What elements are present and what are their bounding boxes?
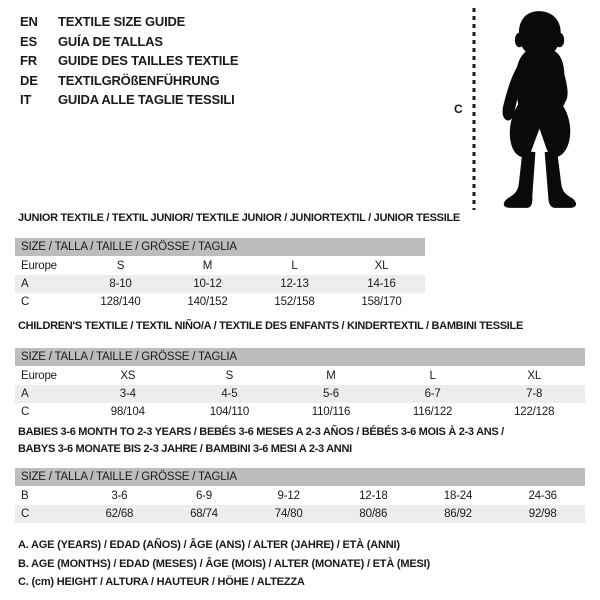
language-code: DE <box>20 72 38 88</box>
size-cell: 110/116 <box>311 406 351 418</box>
table-row-europe <box>15 367 585 385</box>
table-row-age-years <box>15 385 585 403</box>
size-cell: M <box>326 370 336 382</box>
row-label: C <box>21 296 30 308</box>
section-title-junior: JUNIOR TEXTILE / TEXTIL JUNIOR/ TEXTILE JUNIOR / JUNIORTEXTIL / JUNIOR TESSILE <box>18 212 460 224</box>
language-row-en <box>20 12 238 32</box>
size-cell: 14-16 <box>367 278 396 290</box>
size-cell: 116/122 <box>412 406 453 418</box>
size-cell: 128/140 <box>100 296 141 308</box>
language-code: ES <box>20 33 37 49</box>
size-cell: 3-6 <box>111 490 128 502</box>
language-row-es <box>20 32 238 52</box>
size-cell: 74/80 <box>274 508 303 520</box>
size-table-junior <box>15 238 425 311</box>
size-cell: 158/170 <box>361 296 402 308</box>
size-cell: 98/104 <box>110 406 145 418</box>
table-row-height-cm <box>15 403 585 421</box>
size-cell: XL <box>374 260 389 272</box>
height-measure-dashed-line <box>472 8 476 210</box>
size-cell: L <box>291 260 298 272</box>
language-title: GUIDE DES TAILLES TEXTILE <box>58 53 239 68</box>
size-header-bar: SIZE / TALLA / TAILLE / GRÖSSE / TAGLIA <box>15 468 585 486</box>
language-code: FR <box>20 53 37 68</box>
section-title-babies: BABIES 3-6 MONTH TO 2-3 YEARS / BEBÉS 3-6 MESES A 2-3 AÑOS / BÉBÉS 3-6 MOIS À 2-3 ANS / BABYS 3-6 MONATE BIS 2-3 JAHRE / BAMBINI 3-6 MESI A 2-3 ANNI <box>18 426 504 455</box>
size-cell: 5-6 <box>322 388 339 400</box>
size-cell: 18-24 <box>443 490 473 502</box>
legend-line-c: C. (cm) HEIGHT / ALTURA / HAUTEUR / HÖHE / ALTEZZA <box>18 576 305 588</box>
measure-label-c: C <box>454 102 463 116</box>
size-cell: 62/68 <box>105 508 134 520</box>
size-cell: 122/128 <box>514 406 555 418</box>
language-row-fr <box>20 51 238 71</box>
language-row-de <box>20 71 238 91</box>
size-cell: 12-18 <box>359 490 388 502</box>
size-cell: 6-9 <box>195 490 212 502</box>
size-cell: 140/152 <box>187 296 228 308</box>
size-cell: 6-7 <box>424 388 441 400</box>
row-label: Europe <box>21 260 57 272</box>
size-cell: L <box>429 370 436 382</box>
size-cell: S <box>116 260 125 272</box>
size-cell: 24-36 <box>528 490 557 502</box>
height-measure-figure <box>450 6 595 214</box>
table-row-europe <box>15 257 425 275</box>
size-cell: M <box>202 260 213 272</box>
size-cell: 4-5 <box>221 388 238 400</box>
legend-line-a: A. AGE (YEARS) / EDAD (AÑOS) / ÂGE (ANS) / ALTER (JAHRE) / ETÀ (ANNI) <box>18 539 400 551</box>
size-cell: 86/92 <box>444 508 472 520</box>
size-header-bar: SIZE / TALLA / TAILLE / GRÖSSE / TAGLIA <box>15 238 425 256</box>
section-title-children: CHILDREN'S TEXTILE / TEXTIL NIÑO/A / TEXTILE DES ENFANTS / KINDERTEXTIL / BAMBINI TESSILE <box>18 320 523 332</box>
size-cell: 68/74 <box>190 508 218 520</box>
language-title: TEXTILGRÖßENFÜHRUNG <box>58 72 220 88</box>
size-table-children <box>15 348 585 421</box>
table-row-age-months <box>15 487 585 505</box>
size-cell: 104/110 <box>209 406 250 418</box>
size-cell: 12-13 <box>280 278 309 290</box>
table-row-height-cm <box>15 293 425 311</box>
size-cell: 92/98 <box>528 508 557 520</box>
size-cell: 9-12 <box>277 490 300 502</box>
language-code: EN <box>20 14 38 29</box>
size-cell: S <box>225 370 234 382</box>
size-cell: 152/158 <box>274 296 315 308</box>
table-row-age-years <box>15 275 425 293</box>
size-cell: 80/86 <box>359 508 388 520</box>
size-cell: 7-8 <box>526 388 543 400</box>
language-title-block <box>20 12 238 110</box>
table-row-height-cm <box>15 505 585 523</box>
row-label: C <box>21 508 30 520</box>
size-cell: 3-4 <box>119 388 136 400</box>
language-title: GUIDA ALLE TAGLIE TESSILI <box>58 92 235 107</box>
size-cell: 10-12 <box>193 278 222 290</box>
language-title: GUÍA DE TALLAS <box>58 33 163 49</box>
size-cell: XS <box>120 370 136 382</box>
row-label: A <box>21 388 29 400</box>
language-title: TEXTILE SIZE GUIDE <box>58 14 186 29</box>
measure-legend <box>18 536 430 592</box>
row-label: B <box>21 490 29 502</box>
row-label: A <box>21 278 29 290</box>
legend-line-b: B. AGE (MONTHS) / EDAD (MESES) / ÂGE (MOIS) / ALTER (MONATE) / ETÀ (MESI) <box>18 557 430 570</box>
size-cell: 8-10 <box>109 278 132 290</box>
language-row-it <box>20 90 238 110</box>
size-table-babies <box>15 468 585 523</box>
row-label: C <box>21 406 30 418</box>
size-cell: XL <box>527 370 542 382</box>
toddler-silhouette-icon <box>486 6 592 212</box>
language-code: IT <box>20 92 32 107</box>
size-header-bar: SIZE / TALLA / TAILLE / GRÖSSE / TAGLIA <box>15 348 585 366</box>
row-label: Europe <box>21 370 57 382</box>
